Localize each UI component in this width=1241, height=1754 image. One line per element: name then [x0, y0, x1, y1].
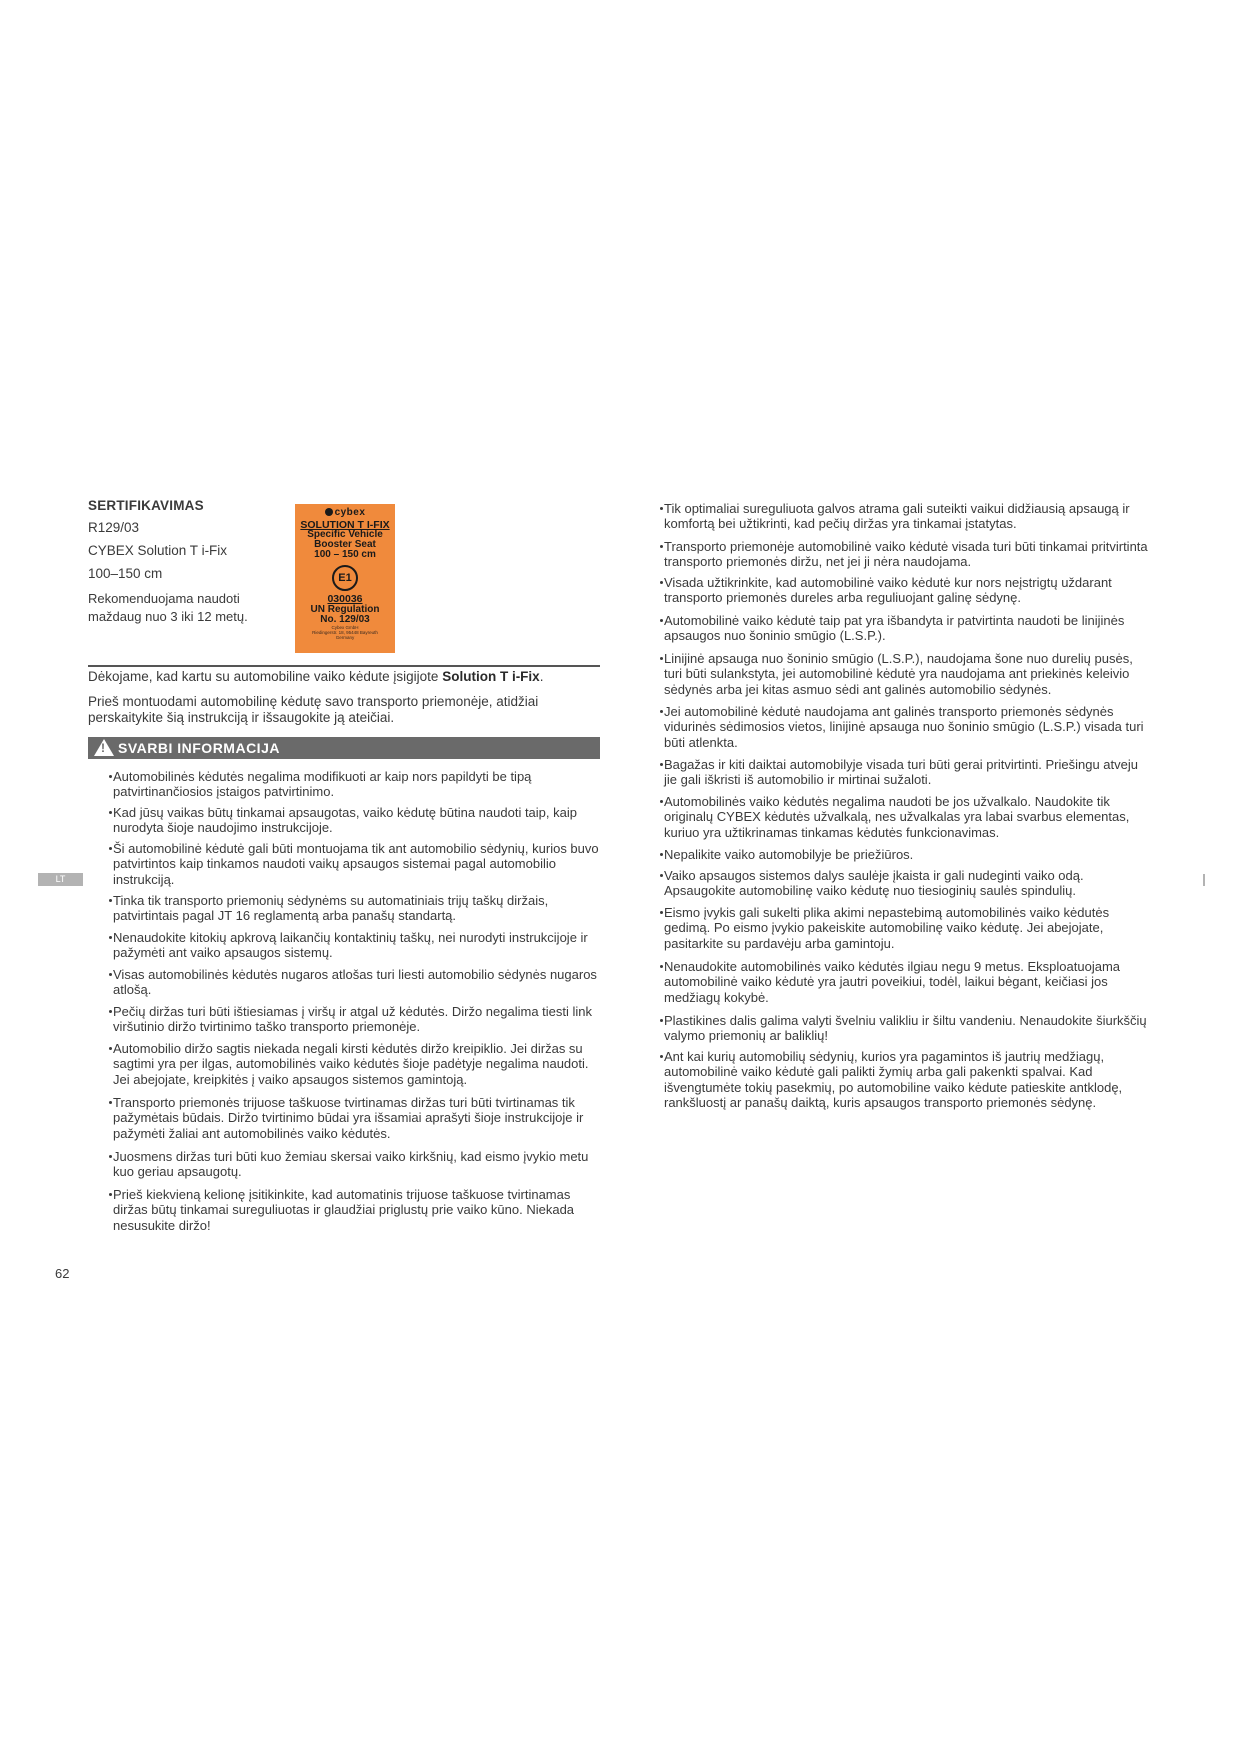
label-approval-number: 030036: [327, 593, 363, 605]
certification-regulation: R129/03: [88, 520, 140, 535]
list-item: Tinka tik transporto priemonių sėdynėms su automatiniais trijų taškų diržais, patvirtintais pagal JT 16 reglamentą arba panašų standartą.: [113, 893, 603, 924]
list-item: Visas automobilinės kėdutės nugaros atlošas turi liesti automobilio sėdynės nugaros atlošą.: [113, 967, 603, 998]
bullet-icon: [660, 853, 663, 856]
bullet-icon: [660, 710, 663, 713]
section-divider: [88, 665, 600, 667]
certification-product: CYBEX Solution T i-Fix: [88, 543, 228, 558]
label-fine-print-1: Cybex GmbH: [331, 625, 359, 630]
bullet-icon: [109, 1010, 112, 1013]
bullet-icon: [660, 911, 663, 914]
list-item: Automobilinės kėdutės negalima modifikuoti ar kaip nors papildyti be tipą patvirtinančiosios įstaigos patvirtinimo.: [113, 769, 603, 800]
bullet-icon: [660, 657, 663, 660]
label-regulation-2: No. 129/03: [320, 614, 370, 625]
list-item: Eismo įvykis gali sukelti plika akimi nepastebimą automobilinės vaiko kėdutės gedimą. Po eismo įvykio pakeiskite automobilinę vaiko kėdutę. Jei abejojate, pasitarkite su pardavėju arba gamintoju.: [664, 905, 1154, 951]
certification-title: SERTIFIKAVIMAS: [88, 498, 204, 513]
list-item: Visada užtikrinkite, kad automobilinė vaiko kėdutė kur nors neįstrigtų uždarant transporto priemonės dureles arba reguliuojant galinę sėdynę.: [664, 575, 1154, 606]
list-item: Ši automobilinė kėdutė gali būti montuojama tik ant automobilio sėdynių, kurios buvo patvirtintos kaip tinkamos naudoti vaikų apsaugos sistemai pagal automobilio instrukciją.: [113, 841, 603, 887]
bullet-icon: [109, 775, 112, 778]
list-item: Nenaudokite kitokių apkrovą laikančių kontaktinių taškų, nei nurodyti instrukcijoje ir pažymėti ant vaiko apsaugos sistemų.: [113, 930, 603, 961]
page-edge-marker: [1203, 874, 1205, 886]
list-item: Automobilinė vaiko kėdutė taip pat yra išbandyta ir patvirtinta naudoti be linijinės apsaugos nuo šoninio smūgio (L.S.P.).: [664, 613, 1154, 644]
bullet-icon: [109, 847, 112, 850]
list-item: Linijinė apsauga nuo šoninio smūgio (L.S.P.), naudojama šone nuo durelių pusės, turi būti sulankstyta, jei automobilinė kėdutė yra naudojama ant priekinės keleivio sėdynės arba jei kitas asmuo sėdi ant galinės automobilio sėdynės.: [664, 651, 1154, 697]
list-item: Pečių diržas turi būti ištiesiamas į viršų ir atgal už kėdutės. Diržo negalima tiesti link viršutinio diržo tvirtinimo taško transporto priemonėje.: [113, 1004, 603, 1035]
important-header: ! SVARBI INFORMACIJA: [88, 737, 600, 759]
bullet-icon: [109, 811, 112, 814]
label-product: SOLUTION T I-FIX: [300, 519, 390, 531]
bullet-icon: [109, 1101, 112, 1104]
bullet-icon: [109, 899, 112, 902]
list-item: Jei automobilinė kėdutė naudojama ant galinės transporto priemonės sėdynės vidurinės sėdimosios vietos, linijinė apsauga nuo šoninio smūgio (L.S.P.) visada turi būti atlenkta.: [664, 704, 1154, 750]
bullet-icon: [660, 874, 663, 877]
list-item: Automobilio diržo sagtis niekada negali kirsti kėdutės diržo kreipiklio. Jei diržas su sagtimi yra per ilgas, automobilinės vaiko kėdutės šioje padėtyje negalima naudoti. Jei abejojate, kreipkitės į vaiko apsaugos sistemos gamintoją.: [113, 1041, 603, 1087]
list-item: Plastikines dalis galima valyti švelniu valikliu ir šiltu vandeniu. Nenaudokite šiurkščių valymo priemonių ar baliklių!: [664, 1013, 1154, 1044]
intro-thanks: Dėkojame, kad kartu su automobiline vaiko kėdute įsigijote Solution T i-Fix.: [88, 669, 544, 684]
list-item: Nepalikite vaiko automobilyje be priežiūros.: [664, 847, 1154, 862]
bullet-icon: [109, 1155, 112, 1158]
label-fine-print-3: Germany: [335, 635, 355, 640]
bullet-icon: [109, 936, 112, 939]
brand-logo-icon: [325, 508, 333, 516]
list-item: Prieš kiekvieną kelionę įsitikinkite, kad automatinis trijuose taškuose tvirtinamas diržas būtų tinkamai sureguliuotas ir glaudžiai priglustų prie vaiko kūno. Niekada nesusukite diržo!: [113, 1187, 603, 1233]
bullet-icon: [660, 581, 663, 584]
intro-product-name: Solution T i-Fix: [442, 669, 540, 684]
list-item: Vaiko apsaugos sistemos dalys saulėje įkaista ir gali nudeginti vaiko odą. Apsaugokite automobilinę vaiko kėdutę nuo tiesioginių saulės spindulių.: [664, 868, 1154, 899]
bullet-icon: [660, 545, 663, 548]
list-item: Tik optimaliai sureguliuota galvos atrama gali suteikti vaikui didžiausią apsaugą ir komfortą bei užtikrinti, kad pečių diržas yra tinkamai įstatytas.: [664, 501, 1154, 532]
list-item: Automobilinės vaiko kėdutės negalima naudoti be jos užvalkalo. Naudokite tik originalų CYBEX kėdutės užvalkalą, nes užvalkalas yra labai svarbus elementas, kuriuo yra užtikrinamas tinkamas kėdutės funkcionavimas.: [664, 794, 1154, 840]
important-header-text: SVARBI INFORMACIJA: [118, 740, 280, 756]
bullet-icon: [660, 800, 663, 803]
list-item: Bagažas ir kiti daiktai automobilyje visada turi būti gerai pritvirtinti. Priešingu atveju jie gali iškristi iš automobilio ir mirtinai sužaloti.: [664, 757, 1154, 788]
label-line-3: Booster Seat: [314, 539, 376, 550]
bullet-icon: [660, 763, 663, 766]
approval-label: [295, 504, 395, 653]
language-tab: LT: [38, 873, 83, 886]
bullet-icon: [109, 1047, 112, 1050]
list-item: Transporto priemonėje automobilinė vaiko kėdutė visada turi būti tinkamai pritvirtinta transporto priemonės diržu, net jei ji nėra naudojama.: [664, 539, 1154, 570]
bullet-icon: [109, 1193, 112, 1196]
label-line-4: 100 – 150 cm: [314, 549, 376, 560]
list-item: Ant kai kurių automobilių sėdynių, kurios yra pagamintos iš jautrių medžiagų, automobilinė vaiko kėdutė gali palikti žymių arba gali pakenkti spalvai. Kad išvengtumėte tokių pasekmių, po automobiline vaiko kėdute patieskite antklodę, rankšluostį ar panašų daiktą, kuris apsaugos transporto priemonės sėdynę.: [664, 1049, 1154, 1110]
list-item: Juosmens diržas turi būti kuo žemiau skersai vaiko kirkšnių, kad eismo įvykio metu kuo geriau apsaugotų.: [113, 1149, 603, 1180]
e1-approval-icon: E1: [332, 565, 358, 591]
intro-read-instructions: Prieš montuodami automobilinę kėdutę savo transporto priemonėje, atidžiai perskaitykite šią instrukciją ir išsaugokite ją ateičiai.: [88, 694, 539, 725]
list-item: Transporto priemonės trijuose taškuose tvirtinamas diržas turi būti tvirtinamas tik pažymėtais būdais. Diržo tvirtinimo būdai yra išsamiai aprašyti šioje instrukcijoje ir pažymėti žaliai ant automobilinės vaiko kėdutės.: [113, 1095, 603, 1141]
bullet-icon: [660, 619, 663, 622]
label-fine-print-2: Riedingerstr. 18, 95448 Bayreuth: [312, 630, 378, 635]
bullet-icon: [660, 1019, 663, 1022]
bullet-icon: [109, 973, 112, 976]
bullet-icon: [660, 507, 663, 510]
label-brand: cybex: [295, 507, 395, 518]
page-number: 62: [55, 1266, 70, 1281]
list-item: Kad jūsų vaikas būtų tinkamai apsaugotas, vaiko kėdutę būtina naudoti taip, kaip nurodyta šioje naudojimo instrukcijoje.: [113, 805, 603, 836]
certification-recommendation: Rekomenduojama naudoti maždaug nuo 3 iki 12 metų.: [88, 591, 248, 624]
bullet-icon: [660, 1055, 663, 1058]
bullet-icon: [660, 965, 663, 968]
label-regulation-1: UN Regulation: [310, 604, 380, 615]
label-line-2: Specific Vehicle: [307, 529, 383, 540]
list-item: Nenaudokite automobilinės vaiko kėdutės ilgiau negu 9 metus. Eksploatuojama automobilinė vaiko kėdutė yra jautri poveikiui, todėl, laikui bėgant, keičiasi jos medžiagų kokybė.: [664, 959, 1154, 1005]
certification-size-range: 100–150 cm: [88, 566, 163, 581]
